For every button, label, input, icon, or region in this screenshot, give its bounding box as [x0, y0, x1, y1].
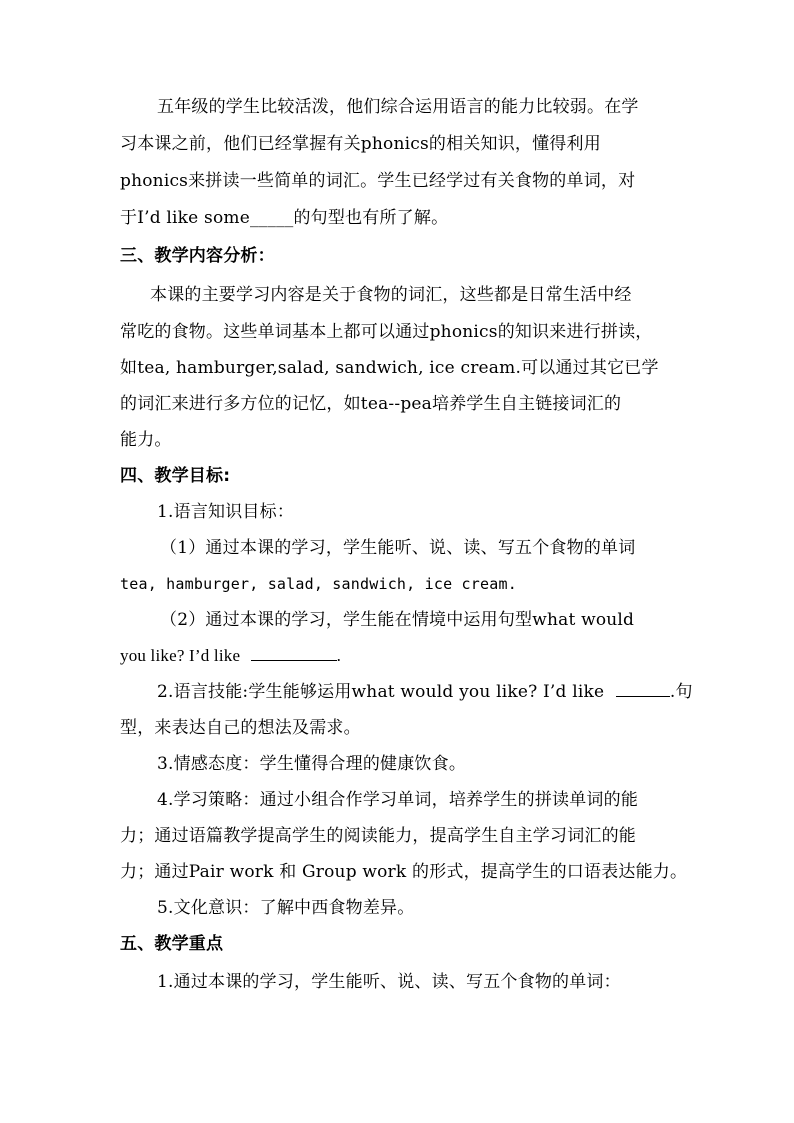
goal-line-text: 2.语言技能:学生能够运用what would you like? I’d like	[157, 682, 605, 702]
goal-learning-strategy: 4.学习策略：通过小组合作学习单词，培养学生的拼读单词的能	[157, 790, 639, 810]
goal-line-text: you like? I’d like	[120, 646, 241, 665]
goal-line: tea, hamburger, salad, sandwich, ice cream.	[120, 575, 517, 593]
goal-emotional-attitude: 3.情感态度：学生懂得合理的健康饮食。	[157, 754, 467, 774]
goal-line: 型，来表达自己的想法及需求。	[120, 718, 361, 738]
paragraph-line: 五年级的学生比较活泼，他们综合运用语言的能力比较弱。在学	[157, 97, 639, 117]
paragraph-line: 的词汇来进行多方位的记忆，如tea--pea培养学生自主链接词汇的	[120, 394, 622, 414]
goal-language-knowledge: 1.语言知识目标：	[157, 502, 295, 522]
paragraph-line: 于I’d like some_____的句型也有所了解。	[120, 208, 449, 228]
section-heading-content-analysis: 三、教学内容分析：	[120, 246, 275, 266]
section-heading-teaching-goals: 四、教学目标:	[120, 466, 231, 486]
paragraph-line: phonics来拼读一些简单的词汇。学生已经学过有关食物的单词，对	[120, 171, 636, 191]
paragraph-line: 能力。	[120, 430, 172, 450]
goal-line: （2）通过本课的学习，学生能在情境中运用句型what would	[160, 610, 635, 630]
goal-line: 力；通过语篇教学提高学生的阅读能力，提高学生自主学习词汇的能	[120, 826, 636, 846]
goal-line-text: .句	[669, 682, 693, 702]
paragraph-line: 习本课之前，他们已经掌握有关phonics的相关知识，懂得利用	[120, 134, 601, 154]
section-heading-key-points: 五、教学重点	[120, 934, 224, 954]
paragraph-line: 常吃的食物。这些单词基本上都可以通过phonics的知识来进行拼读，	[120, 322, 653, 342]
fill-in-blank	[251, 646, 337, 661]
goal-line-text: .	[336, 646, 342, 665]
goal-cultural-awareness: 5.文化意识：了解中西食物差异。	[157, 898, 415, 918]
goal-language-skills	[157, 680, 693, 704]
key-point-line: 1.通过本课的学习，学生能听、说、读、写五个食物的单词：	[157, 972, 621, 992]
paragraph-line: 本课的主要学习内容是关于食物的词汇，这些都是日常生活中经	[150, 285, 632, 305]
goal-line: 力；通过Pair work 和 Group work 的形式，提高学生的口语表达能力。	[120, 862, 688, 882]
fill-in-blank	[616, 682, 670, 697]
goal-line	[120, 644, 341, 668]
paragraph-line: 如tea, hamburger,salad, sandwich, ice cream.可以通过其它已学	[120, 358, 659, 378]
goal-line: （1）通过本课的学习，学生能听、说、读、写五个食物的单词	[160, 538, 636, 558]
